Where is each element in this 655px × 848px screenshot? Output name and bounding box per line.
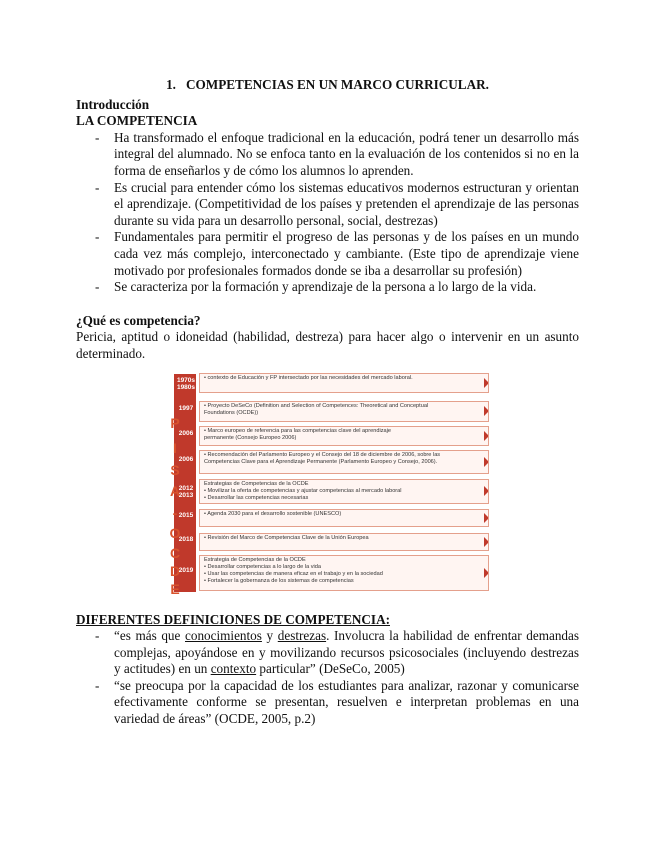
timeline-year: 2018 bbox=[178, 535, 194, 543]
timeline-arrow-icon bbox=[484, 457, 489, 467]
list-item bbox=[76, 678, 579, 728]
section-heading bbox=[76, 77, 579, 94]
timeline-event-text: Competencias Clave para el Aprendizaje Permanente (Parlamento Europeo y Consejo, 2006). bbox=[204, 458, 438, 465]
timeline-event bbox=[199, 479, 489, 504]
timeline-event-text: • Movilizar la oferta de competencias y ajustar competencias al mercado laboral bbox=[204, 487, 402, 494]
question-heading: ¿Qué es competencia? bbox=[76, 312, 201, 328]
underlined-term: conocimientos bbox=[185, 628, 262, 644]
intro-label: Introducción bbox=[76, 96, 150, 112]
timeline-event-text: Foundations (OCDE)) bbox=[204, 409, 259, 416]
list-item bbox=[76, 279, 579, 296]
timeline-figure bbox=[162, 370, 492, 595]
bullet-mark: - bbox=[95, 179, 100, 195]
pisa-letter: E bbox=[170, 580, 180, 597]
timeline-event bbox=[199, 555, 489, 591]
document-body bbox=[76, 77, 579, 728]
list-item-text: Es crucial para entender cómo los sistemas educativos modernos estructuran y orientan el aprendizaje. (Competitividad de los países y pretenden el aprendizaje de las personas durante su vida para un desarrollo personal, social, destrezas) bbox=[114, 179, 579, 228]
timeline-event-text: • Recomendación del Parlamento Europeo y el Consejo del 18 de diciembre de 2006, sobre las bbox=[204, 451, 441, 458]
list-item bbox=[76, 130, 579, 180]
pisa-letter: C bbox=[169, 544, 181, 561]
timeline-year: 2015 bbox=[178, 511, 194, 519]
list-item bbox=[76, 628, 579, 678]
pisa-letter: A bbox=[169, 482, 181, 499]
timeline-arrow-icon bbox=[484, 406, 489, 416]
pisa-letter: I bbox=[173, 439, 177, 456]
timeline-arrow-icon bbox=[484, 378, 489, 388]
timeline-event bbox=[199, 509, 489, 527]
list-item-text: Ha transformado el enfoque tradicional en la educación, podrá tener un desarrollo más integral del alumnado. No se enfoca tanto en la evaluación de los contenidos si no en la forma de enseñarlos y de cómo los alumnos lo aprenden. bbox=[114, 129, 579, 178]
pisa-letter: D bbox=[169, 562, 181, 579]
timeline-event-text: permanente (Consejo Europeo 2006) bbox=[204, 434, 297, 441]
timeline-arrow-icon bbox=[484, 431, 489, 441]
timeline-year: 2006 bbox=[178, 429, 194, 437]
timeline-year: 1970s 1980s bbox=[176, 376, 196, 391]
timeline-event-text: • Revisión del Marco de Competencias Clave de la Unión Europea bbox=[204, 534, 369, 541]
bullet-mark: - bbox=[95, 677, 100, 693]
timeline-event-text: • contexto de Educación y FP intersectado por las necesidades del mercado laboral. bbox=[204, 374, 413, 381]
timeline-event-text: • Fortalecer la gobernanza de los sistemas de competencias bbox=[204, 577, 354, 584]
timeline-year: 2019 bbox=[178, 566, 194, 574]
definition-text: “es más que conocimientos y destrezas. Involucra la habilidad de enfrentar demandas complejas, apoyándose en y movilizando recursos psicosociales (incluyendo destrezas y actitudes) en un contexto particular” (DeSeCo, 2005) bbox=[114, 628, 580, 677]
bullet-mark: - bbox=[95, 279, 100, 295]
timeline-event-text: Estrategia de Competencias de la OCDE bbox=[204, 556, 306, 563]
timeline-event-text: • Marco europeo de referencia para las competencias clave del aprendizaje bbox=[204, 427, 391, 434]
timeline-event-text: • Desarrollar competencias a lo largo de la vida bbox=[204, 563, 321, 570]
bullet-mark: - bbox=[95, 129, 100, 145]
underlined-term: destrezas bbox=[277, 628, 327, 644]
section-title: COMPETENCIAS EN UN MARCO CURRICULAR. bbox=[185, 77, 489, 92]
subtitle: LA COMPETENCIA bbox=[76, 113, 198, 129]
timeline-year: 2012 2013 bbox=[178, 485, 194, 499]
list-item bbox=[76, 229, 579, 279]
timeline-event-text: • Desarrollar las competencias necesarias bbox=[204, 494, 309, 501]
timeline-year: 1997 bbox=[178, 405, 194, 412]
bullet-mark: - bbox=[95, 229, 100, 245]
timeline-year: 2006 bbox=[178, 455, 194, 463]
timeline-arrow-icon bbox=[484, 537, 489, 547]
timeline-event-text: • Proyecto DeSeCo (Definition and Selection of Competences: Theoretical and Conceptual bbox=[204, 402, 429, 409]
timeline-event bbox=[199, 533, 489, 551]
timeline-arrow-icon bbox=[484, 486, 489, 496]
list-item-text: Fundamentales para permitir el progreso de las personas y de los países en un mundo cada vez más complejo, interconectado y cambiante. (Este tipo de aprendizaje viene motivado por profesionales formados donde se iba a desarrollar su profesión) bbox=[114, 229, 579, 278]
definitions-list bbox=[76, 628, 579, 728]
underlined-term: contexto bbox=[210, 661, 257, 677]
list-item-text: Se caracteriza por la formación y aprendizaje de la persona a lo largo de la vida. bbox=[114, 279, 537, 295]
timeline-event bbox=[199, 373, 489, 393]
definitions-heading: DIFERENTES DEFINICIONES DE COMPETENCIA: bbox=[76, 611, 390, 627]
pisa-letter: S bbox=[170, 461, 180, 478]
timeline-event bbox=[199, 426, 489, 446]
timeline-arrow-icon bbox=[484, 513, 489, 523]
bullet-mark: - bbox=[95, 628, 100, 644]
timeline-event-text: Estrategias de Competencias de la OCDE bbox=[204, 480, 309, 487]
timeline-event-text: • Agenda 2030 para el desarrollo sostenible (UNESCO) bbox=[204, 510, 342, 517]
pisa-letter: P bbox=[170, 414, 180, 431]
list-item bbox=[76, 180, 579, 230]
question-text: Pericia, aptitud o idoneidad (habilidad, destreza) para hacer algo o intervenir en un asunto determinado. bbox=[76, 329, 579, 361]
pisa-letter: - bbox=[172, 504, 178, 521]
timeline-event bbox=[199, 450, 489, 474]
competence-bullet-list bbox=[76, 130, 579, 296]
pisa-letter: O bbox=[169, 524, 181, 541]
timeline-event bbox=[199, 401, 489, 422]
definition-text: “se preocupa por la capacidad de los estudiantes para analizar, razonar y comunicarse efectivamente conforme se presentan, resuelven e interpretan problemas en una variedad de áreas” (OCDE, 2005, p.2) bbox=[114, 677, 579, 727]
section-number: 1. bbox=[166, 77, 176, 92]
timeline-arrow-icon bbox=[484, 568, 489, 578]
timeline-event-text: • Usar las competencias de manera eficaz en el trabajo y en la sociedad bbox=[204, 570, 383, 577]
